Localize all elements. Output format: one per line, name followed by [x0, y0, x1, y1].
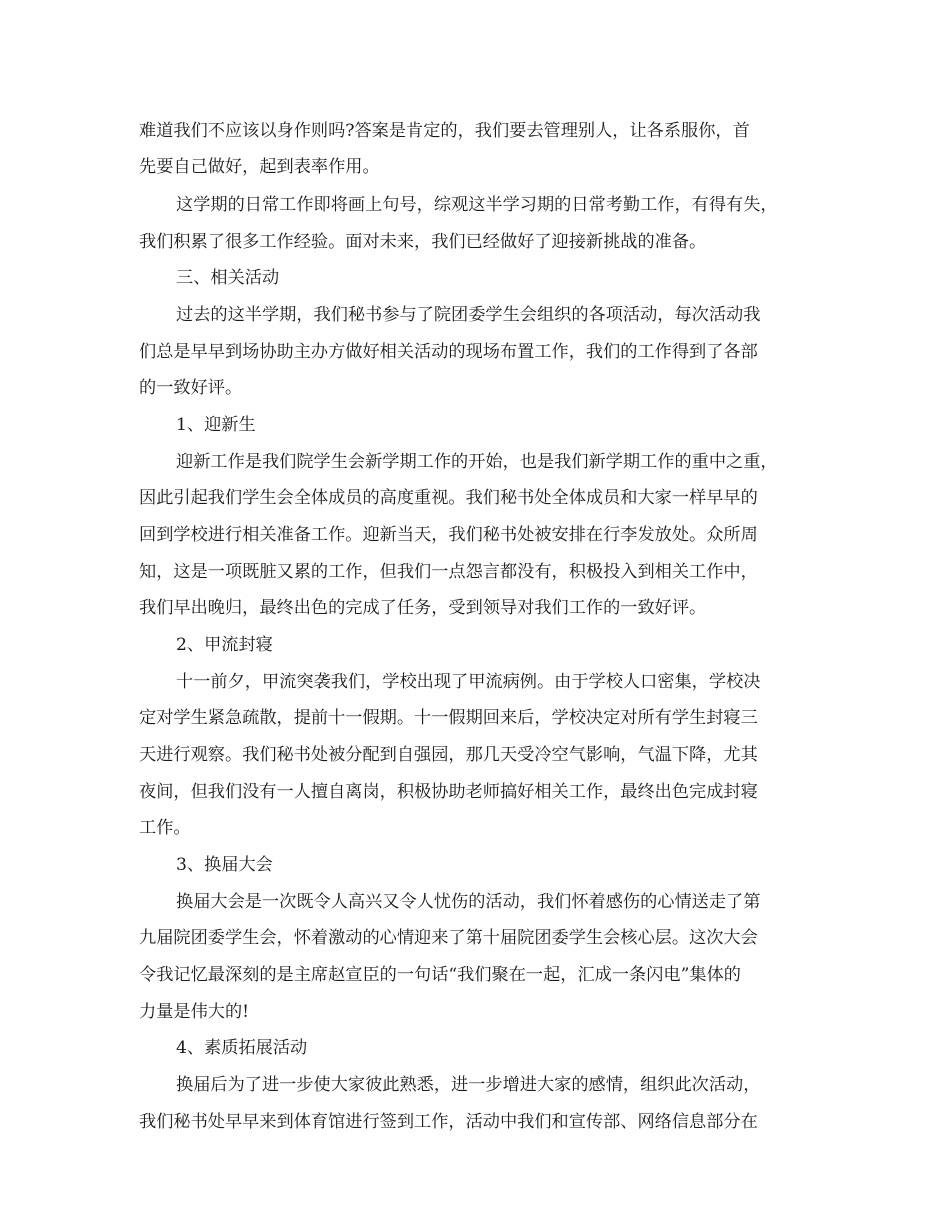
- body-line: 九届院团委学生会，怀着激动的心情迎来了第十届院团委学生会核心层。这次大会: [139, 928, 758, 948]
- body-line: 换届后为了进一步使大家彼此熟悉，进一步增进大家的感情，组织此次活动，: [176, 1075, 761, 1095]
- body-line: 十一前夕，甲流突袭我们，学校出现了甲流病例。由于学校人口密集，学校决: [176, 672, 761, 692]
- body-line: 的一致好评。: [139, 378, 243, 398]
- body-line: 难道我们不应该以身作则吗?答案是肯定的，我们要去管理别人，让各系服你，首: [139, 121, 750, 141]
- body-line: 这学期的日常工作即将画上句号，综观这半学习期的日常考勤工作，有得有失，: [176, 195, 778, 215]
- body-line: 定对学生紧急疏散，提前十一假期。十一假期回来后，学校决定对所有学生封寝三: [139, 708, 758, 728]
- subsection-heading: 3、换届大会: [176, 855, 273, 875]
- body-line: 夜间，但我们没有一人擅自离岗，积极协助老师搞好相关工作，最终出色完成封寝: [139, 782, 758, 802]
- body-line: 先要自己做好，起到表率作用。: [139, 157, 380, 177]
- subsection-heading: 2、甲流封寝: [176, 635, 273, 655]
- body-line: 过去的这半学期，我们秘书参与了院团委学生会组织的各项活动，每次活动我: [176, 305, 761, 325]
- body-line: 我们秘书处早早来到体育馆进行签到工作，活动中我们和宣传部、网络信息部分在: [139, 1112, 758, 1132]
- body-line: 力量是伟大的!: [139, 1002, 250, 1022]
- body-line: 我们早出晚归，最终出色的完成了任务，受到领导对我们工作的一致好评。: [139, 598, 707, 618]
- body-line: 们总是早早到场协助主办方做好相关活动的现场布置工作，我们的工作得到了各部: [139, 342, 758, 362]
- body-line: 回到学校进行相关准备工作。迎新当天，我们秘书处被安排在行李发放处。众所周: [139, 525, 758, 545]
- section-heading: 三、相关活动: [176, 268, 280, 288]
- body-line: 知，这是一项既脏又累的工作，但我们一点怨言都没有，积极投入到相关工作中，: [139, 562, 758, 582]
- subsection-heading: 1、迎新生: [176, 415, 256, 435]
- body-line: 我们积累了很多工作经验。面对未来，我们已经做好了迎接新挑战的准备。: [139, 232, 707, 252]
- body-line: 迎新工作是我们院学生会新学期工作的开始，也是我们新学期工作的重中之重，: [176, 452, 778, 472]
- body-line: 工作。: [139, 818, 191, 838]
- body-line: 令我记忆最深刻的是主席赵宣臣的一句话“我们聚在一起，汇成一条闪电”集体的: [139, 965, 741, 985]
- body-line: 换届大会是一次既令人高兴又令人忧伤的活动，我们怀着感伤的心情送走了第: [176, 892, 761, 912]
- body-line: 因此引起我们学生会全体成员的高度重视。我们秘书处全体成员和大家一样早早的: [139, 488, 758, 508]
- body-line: 天进行观察。我们秘书处被分配到自强园，那几天受冷空气影响，气温下降，尤其: [139, 745, 758, 765]
- subsection-heading: 4、素质拓展活动: [176, 1038, 308, 1058]
